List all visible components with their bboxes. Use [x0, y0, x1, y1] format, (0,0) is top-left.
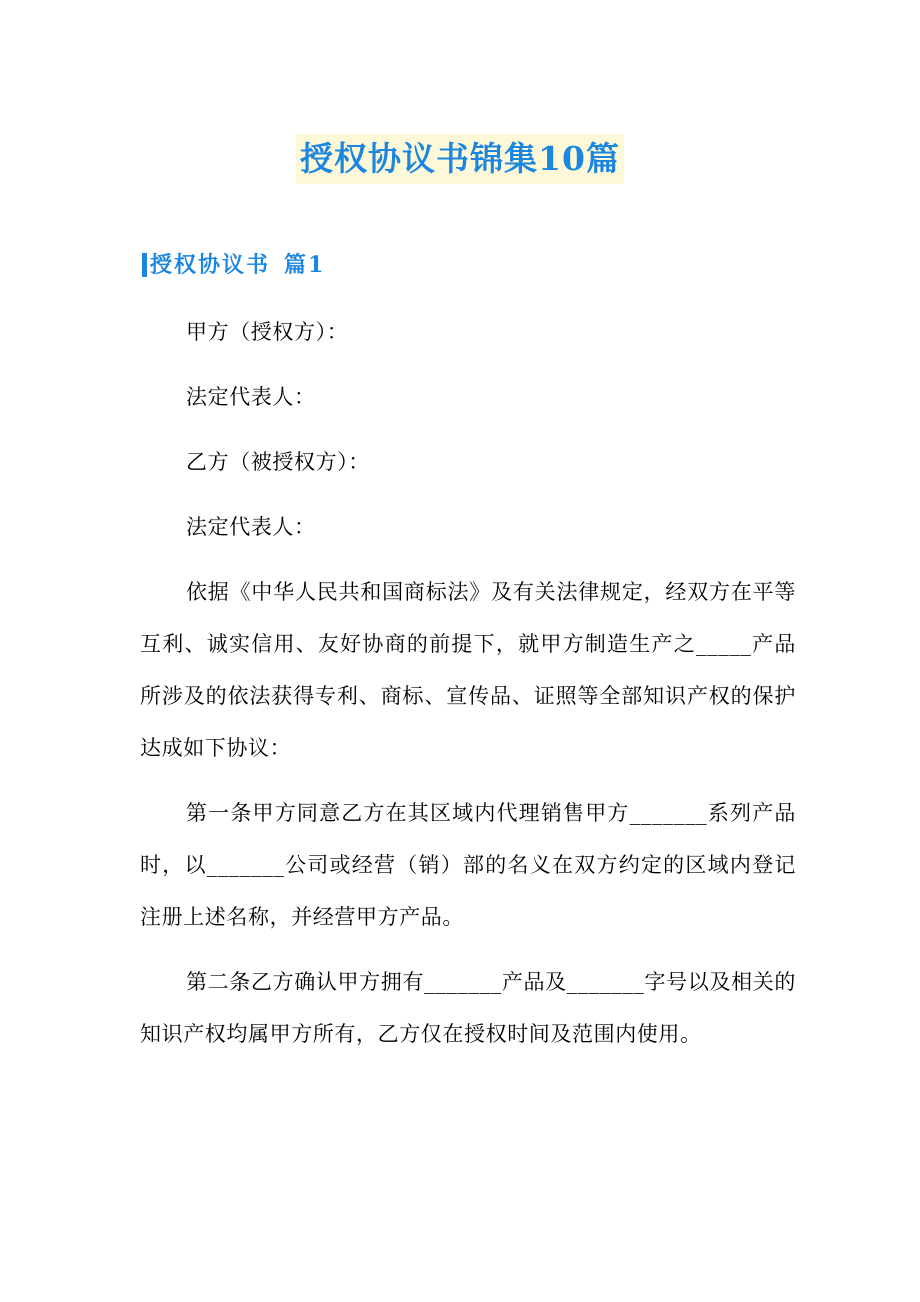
document-title: 授权协议书锦集10篇: [296, 134, 624, 184]
section-heading: [142, 250, 325, 280]
document-body: [140, 306, 796, 1073]
section-heading-text: 授权协议书: [150, 252, 271, 278]
section-heading-number: 篇1: [284, 252, 326, 278]
article-one-paragraph: 第一条甲方同意乙方在其区域内代理销售甲方_______系列产品时，以_______公司或经营（销）部的名义在双方约定的区域内登记注册上述名称，并经营甲方产品。: [140, 801, 796, 929]
article-two-paragraph: 第二条乙方确认甲方拥有_______产品及_______字号以及相关的知识产权均属甲方所有，乙方仅在授权时间及范围内使用。: [140, 970, 796, 1046]
preamble-paragraph: 依据《中华人民共和国商标法》及有关法律规定，经双方在平等互利、诚实信用、友好协商的前提下，就甲方制造生产之_____产品所涉及的依法获得专利、商标、宣传品、证照等全部知识产权的保护达成如下协议：: [140, 580, 796, 760]
party-a-line: 甲方（授权方）：: [186, 320, 349, 344]
party-b-line: 乙方（被授权方）：: [186, 450, 370, 474]
party-a-representative-line: 法定代表人：: [186, 385, 316, 409]
title-container: [0, 134, 920, 184]
party-b-representative-line: 法定代表人：: [186, 515, 316, 539]
heading-bar-marker: [142, 253, 147, 277]
